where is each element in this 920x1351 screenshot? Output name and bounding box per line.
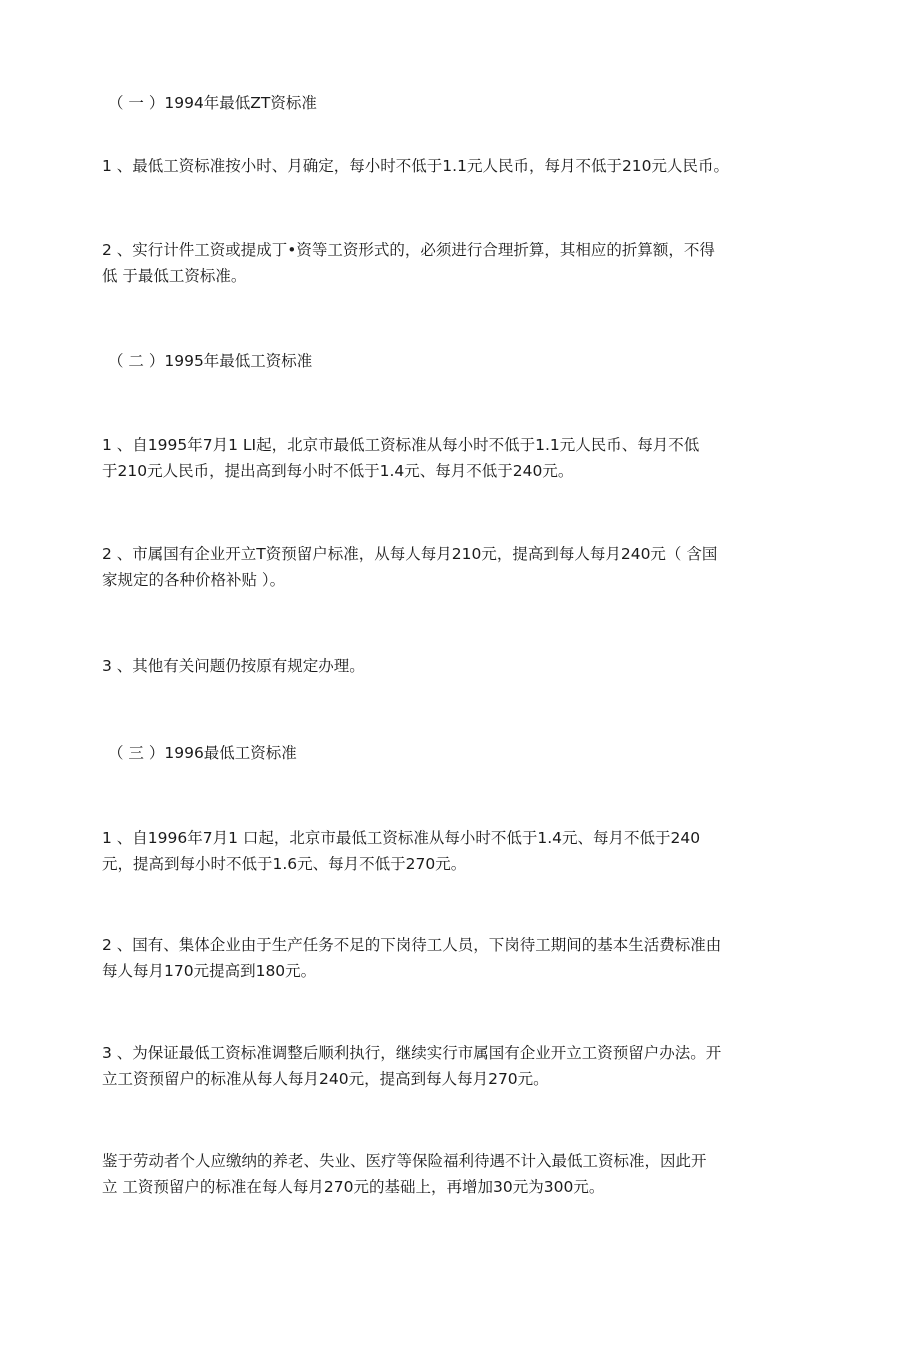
paragraph-line: 于210元人民币，提出高到每小时不低于1.4元、每月不低于240元。 — [102, 462, 574, 480]
section-heading-1995 — [108, 348, 828, 374]
paragraph-line: 立 工资预留户的标准在每人每月270元的基础上，再增加30元为300元。 — [102, 1178, 605, 1196]
paragraph-1994-item-1 — [102, 153, 822, 179]
paragraph-1994-item-2 — [102, 237, 822, 289]
heading-text: （ 二 ）1995年最低工资标准 — [108, 352, 313, 370]
paragraph-line: 1 、最低工资标准按小时、月确定，每小时不低于1.1元人民币，每月不低于210元人民币。 — [102, 157, 730, 175]
heading-text: （ 一 ）1994年最低ZT资标准 — [108, 94, 317, 112]
paragraph-1995-item-1 — [102, 432, 822, 484]
paragraph-line: 鉴于劳动者个人应缴纳的养老、失业、医疗等保险福利待遇不计入最低工资标准，因此开 — [102, 1152, 707, 1170]
heading-text: （ 三 ）1996最低工资标准 — [108, 744, 297, 762]
paragraph-line: 立工资预留户的标准从每人每月240元，提高到每人每月270元。 — [102, 1070, 549, 1088]
closing-paragraph — [102, 1148, 822, 1200]
paragraph-1996-item-2 — [102, 932, 822, 984]
paragraph-line: 1 、自1996年7月1 口起，北京市最低工资标准从每小时不低于1.4元、每月不低于240 — [102, 829, 701, 847]
paragraph-1995-item-3 — [102, 653, 822, 679]
paragraph-1996-item-1 — [102, 825, 822, 877]
paragraph-line: 低 于最低工资标准。 — [102, 267, 247, 285]
paragraph-line: 元，提高到每小时不低于1.6元、每月不低于270元。 — [102, 855, 467, 873]
paragraph-1996-item-3 — [102, 1040, 822, 1092]
section-heading-1994 — [108, 90, 828, 116]
section-heading-1996 — [108, 740, 828, 766]
paragraph-line: 每人每月170元提高到180元。 — [102, 962, 317, 980]
paragraph-line: 3 、为保证最低工资标准调整后顺利执行，继续实行市属国有企业开立工资预留户办法。开 — [102, 1044, 722, 1062]
paragraph-line: 家规定的各种价格补贴 ）。 — [102, 571, 286, 589]
paragraph-line: 3 、其他有关问题仍按原有规定办理。 — [102, 657, 365, 675]
paragraph-line: 2 、国有、集体企业由于生产任务不足的下岗待工人员，下岗待工期间的基本生活费标准由 — [102, 936, 722, 954]
paragraph-1995-item-2 — [102, 541, 822, 593]
paragraph-line: 1 、自1995年7月1 LI起，北京市最低工资标准从每小时不低于1.1元人民币、每月不低 — [102, 436, 700, 454]
paragraph-line: 2 、实行计件工资或提成丁•资等工资形式的，必须进行合理折算，其相应的折算额，不得 — [102, 241, 715, 259]
paragraph-line: 2 、市属国有企业开立T资预留户标准，从每人每月210元，提高到每人每月240元（ 含国 — [102, 545, 718, 563]
